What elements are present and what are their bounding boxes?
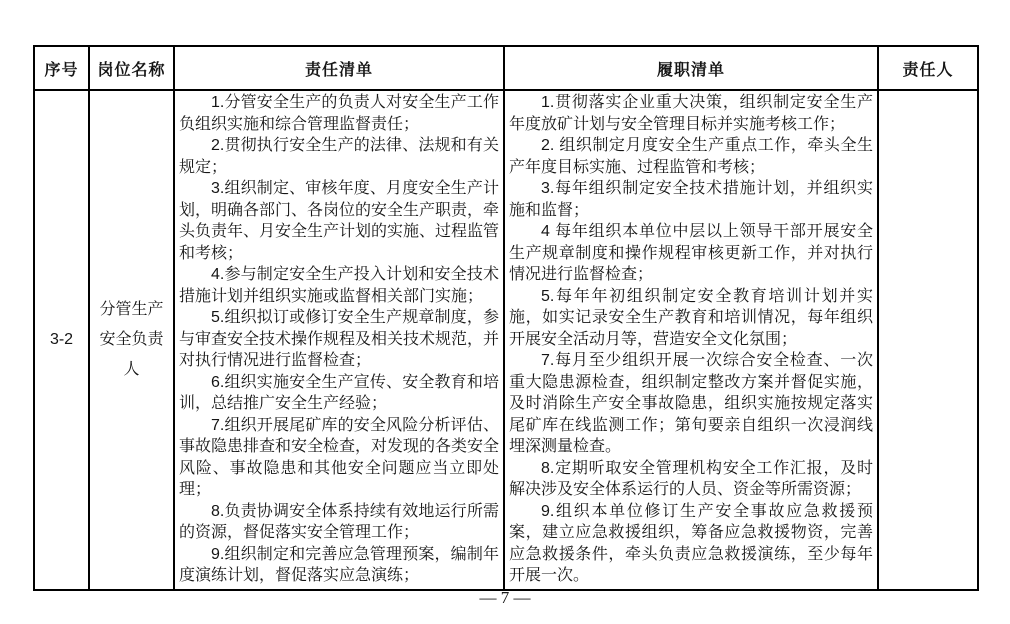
header-responsibility: 责任清单 (174, 46, 504, 90)
header-position: 岗位名称 (89, 46, 174, 90)
cell-responsible-person (878, 90, 978, 590)
header-serial: 序号 (34, 46, 89, 90)
list-item: 1.分管安全生产的负责人对安全生产工作负组织实施和综合管理监督责任； (179, 94, 499, 133)
list-item: 8.定期听取安全管理机构安全工作汇报，及时解决涉及安全体系运行的人员、资金等所需资源； (509, 459, 873, 498)
cell-position: 分管生产安全负责人 (89, 90, 174, 590)
list-item: 5.组织拟订或修订安全生产规章制度，参与审查安全技术操作规程及相关技术规范，并对执行情况进行监督检查； (179, 309, 500, 369)
list-item: 7.组织开展尾矿库的安全风险分析评估、事故隐患排查和安全检查，对发现的各类安全风险、事故隐患和其他安全问题应当立即处理； (179, 416, 500, 498)
responsibility-items (179, 92, 499, 587)
table-header-row (34, 46, 978, 90)
list-item: 2. 组织制定月度安全生产重点工作，牵头全生产年度目标实施、过程监管和考核； (509, 137, 873, 176)
responsibility-table (33, 45, 979, 591)
list-item: 4 每年组织本单位中层以上领导干部开展安全生产规章制度和操作规程审核更新工作，并对执行情况进行监督检查； (509, 223, 873, 283)
header-duty: 履职清单 (504, 46, 878, 90)
header-person: 责任人 (878, 46, 978, 90)
list-item: 3.组织制定、审核年度、月度安全生产计划，明确各部门、各岗位的安全生产职责，牵头负责年、月安全生产计划的实施、过程监管和考核； (179, 180, 500, 262)
list-item: 1.贯彻落实企业重大决策，组织制定安全生产年度放矿计划与安全管理目标并实施考核工作； (509, 94, 873, 133)
list-item: 6.组织实施安全生产宣传、安全教育和培训，总结推广安全生产经验； (179, 373, 499, 412)
list-item: 9.组织制定和完善应急管理预案，编制年度演练计划，督促落实应急演练； (179, 545, 499, 584)
list-item: 3.每年组织制定安全技术措施计划，并组织实施和监督； (509, 180, 873, 219)
list-item: 4.参与制定安全生产投入计划和安全技术措施计划并组织实施或监督相关部门实施； (179, 266, 499, 305)
page-number: — 7 — (479, 588, 531, 607)
list-item: 2.贯彻执行安全生产的法律、法规和有关规定； (179, 137, 499, 176)
table-row (34, 90, 978, 590)
list-item: 8.负责协调安全体系持续有效地运行所需的资源，督促落实安全管理工作； (179, 502, 499, 541)
duty-items (509, 92, 873, 587)
cell-duty-list (504, 90, 878, 590)
list-item: 5.每年年初组织制定安全教育培训计划并实施，如实记录安全生产教育和培训情况，每年组织开展安全活动月等，营造安全文化氛围； (509, 287, 873, 348)
list-item: 7.每月至少组织开展一次综合安全检查、一次重大隐患源检查，组织制定整改方案并督促实施，及时消除生产安全事故隐患，组织实施按规定落实尾矿库在线监测工作；第旬要亲自组织一次浸润线埋深测量检查。 (509, 352, 873, 455)
cell-responsibility-list (174, 90, 504, 590)
cell-serial: 3-2 (34, 90, 89, 590)
list-item: 9.组织本单位修订生产安全事故应急救援预案，建立应急救援组织，筹备应急救援物资，完善应急救援条件，牵头负责应急救援演练，至少每年开展一次。 (509, 502, 873, 584)
